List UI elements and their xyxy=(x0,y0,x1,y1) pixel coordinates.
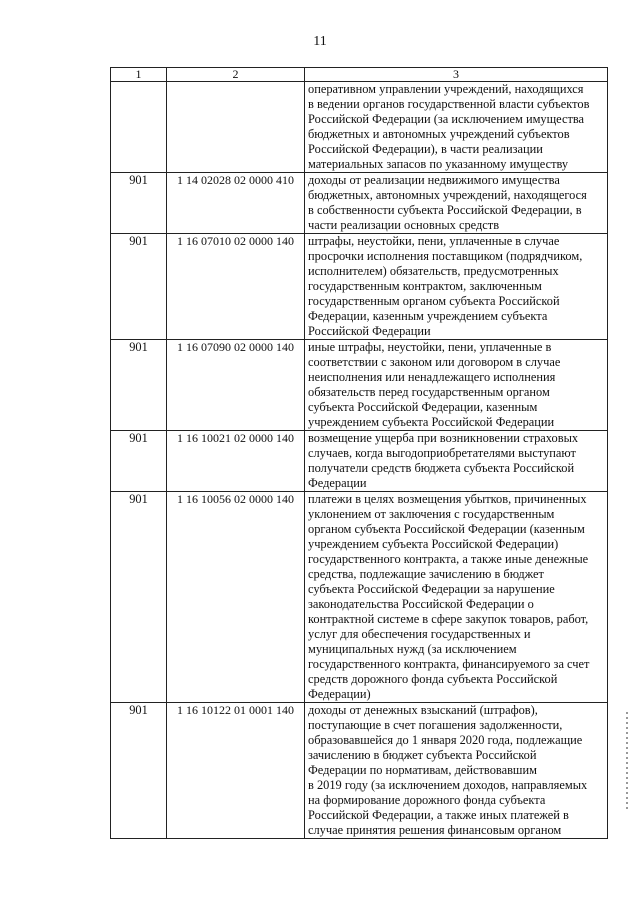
description-line: платежи в целях возмещения убытков, причиненных xyxy=(308,492,587,506)
description-line: средств дорожного фонда субъекта Российской xyxy=(308,672,558,686)
description-line: законодательства Российской Федерации о xyxy=(308,597,534,611)
revenue-description-cell xyxy=(305,492,608,703)
description-line: в 2019 году (за исключением доходов, направляемых xyxy=(308,778,588,792)
description-line: штрафы, неустойки, пени, уплаченные в случае xyxy=(308,234,560,248)
budget-classification-code-cell: 1 16 10122 01 0001 140 xyxy=(167,703,305,839)
admin-code-cell: 901 xyxy=(111,431,167,492)
description-line: Федерации xyxy=(308,476,367,490)
description-line: обязательств перед государственным органом xyxy=(308,385,550,399)
description-line: случаев, когда выгодоприобретателями выступают xyxy=(308,446,576,460)
admin-code-cell: 901 xyxy=(111,234,167,340)
admin-code-cell xyxy=(111,82,167,173)
revenue-description-cell xyxy=(305,173,608,234)
description-line: части реализации основных средств xyxy=(308,218,500,232)
description-line: Российской Федерации (за исключением имущества xyxy=(308,112,585,126)
budget-classification-code-cell: 1 16 10021 02 0000 140 xyxy=(167,431,305,492)
description-line: на формирование дорожного фонда субъекта xyxy=(308,793,546,807)
description-line: средства, подлежащие зачислению в бюджет xyxy=(308,567,544,581)
description-line: доходы от реализации недвижимого имущества xyxy=(308,173,560,187)
description-line: Российской Федерации), в части реализации xyxy=(308,142,543,156)
header-col-3: 3 xyxy=(305,68,608,82)
description-line: уклонением от заключения с государственным xyxy=(308,507,555,521)
scan-margin-mark xyxy=(626,712,628,812)
description-line: соответствии с законом или договором в случае xyxy=(308,355,561,369)
description-line: государственным контрактом, заключенным xyxy=(308,279,542,293)
description-line: учреждением субъекта Российской Федерации xyxy=(308,415,555,429)
header-col-1: 1 xyxy=(111,68,167,82)
revenue-description-cell xyxy=(305,703,608,839)
header-col-2: 2 xyxy=(167,68,305,82)
table-row xyxy=(111,340,608,431)
description-line: в собственности субъекта Российской Федерации, в xyxy=(308,203,582,217)
description-line: образовавшейся до 1 января 2020 года, подлежащие xyxy=(308,733,583,747)
description-line: Российской Федерации xyxy=(308,324,431,338)
description-line: государственным органом субъекта Российской xyxy=(308,294,560,308)
admin-code-cell: 901 xyxy=(111,173,167,234)
budget-classification-code-cell: 1 16 07010 02 0000 140 xyxy=(167,234,305,340)
description-line: контрактной системе в сфере закупок товаров, работ, xyxy=(308,612,589,626)
revenue-description-cell xyxy=(305,82,608,173)
description-line: государственного контракта, финансируемого за счет xyxy=(308,657,590,671)
admin-code-cell: 901 xyxy=(111,492,167,703)
table-row xyxy=(111,173,608,234)
description-line: в ведении органов государственной власти субъектов xyxy=(308,97,590,111)
admin-code-cell: 901 xyxy=(111,340,167,431)
description-line: Федерации, казенным учреждением субъекта xyxy=(308,309,548,323)
description-line: субъекта Российской Федерации, казенным xyxy=(308,400,538,414)
page-number: 11 xyxy=(313,34,327,49)
description-line: иные штрафы, неустойки, пени, уплаченные в xyxy=(308,340,552,354)
description-line: материальных запасов по указанному имуществу xyxy=(308,157,569,171)
table-header-row xyxy=(111,68,608,82)
description-line: доходы от денежных взысканий (штрафов), xyxy=(308,703,538,717)
description-line: получатели средств бюджета субъекта Российской xyxy=(308,461,575,475)
description-line: просрочки исполнения поставщиком (подрядчиком, xyxy=(308,249,583,263)
description-line: бюджетных и автономных учреждений субъектов xyxy=(308,127,570,141)
table-row xyxy=(111,703,608,839)
table-row xyxy=(111,492,608,703)
revenue-codes-table xyxy=(110,67,608,839)
description-line: государственного контракта, а также иные денежные xyxy=(308,552,589,566)
description-line: учреждением субъекта Российской Федерации) xyxy=(308,537,559,551)
description-line: муниципальных нужд (за исключением xyxy=(308,642,517,656)
description-line: поступающие в счет погашения задолженности, xyxy=(308,718,563,732)
table-row xyxy=(111,431,608,492)
table-row xyxy=(111,82,608,173)
revenue-description-cell xyxy=(305,431,608,492)
budget-classification-code-cell: 1 14 02028 02 0000 410 xyxy=(167,173,305,234)
admin-code-cell: 901 xyxy=(111,703,167,839)
revenue-description-cell xyxy=(305,234,608,340)
description-line: случае принятия решения финансовым органом xyxy=(308,823,562,837)
budget-classification-code-cell: 1 16 10056 02 0000 140 xyxy=(167,492,305,703)
description-line: возмещение ущерба при возникновении страховых xyxy=(308,431,579,445)
budget-classification-code-cell: 1 16 07090 02 0000 140 xyxy=(167,340,305,431)
description-line: Федерации) xyxy=(308,687,371,701)
description-line: субъекта Российской Федерации за нарушение xyxy=(308,582,555,596)
description-line: услуг для обеспечения государственных и xyxy=(308,627,531,641)
description-line: Российской Федерации, а также иных платежей в xyxy=(308,808,569,822)
table-row xyxy=(111,234,608,340)
description-line: неисполнения или ненадлежащего исполнения xyxy=(308,370,556,384)
description-line: органом субъекта Российской Федерации (казенным xyxy=(308,522,585,536)
budget-classification-code-cell xyxy=(167,82,305,173)
description-line: исполнителем) обязательств, предусмотренных xyxy=(308,264,559,278)
description-line: Федерации по нормативам, действовавшим xyxy=(308,763,537,777)
description-line: бюджетных, автономных учреждений, находящегося xyxy=(308,188,587,202)
description-line: зачислению в бюджет субъекта Российской xyxy=(308,748,537,762)
description-line: оперативном управлении учреждений, находящихся xyxy=(308,82,584,96)
revenue-description-cell xyxy=(305,340,608,431)
